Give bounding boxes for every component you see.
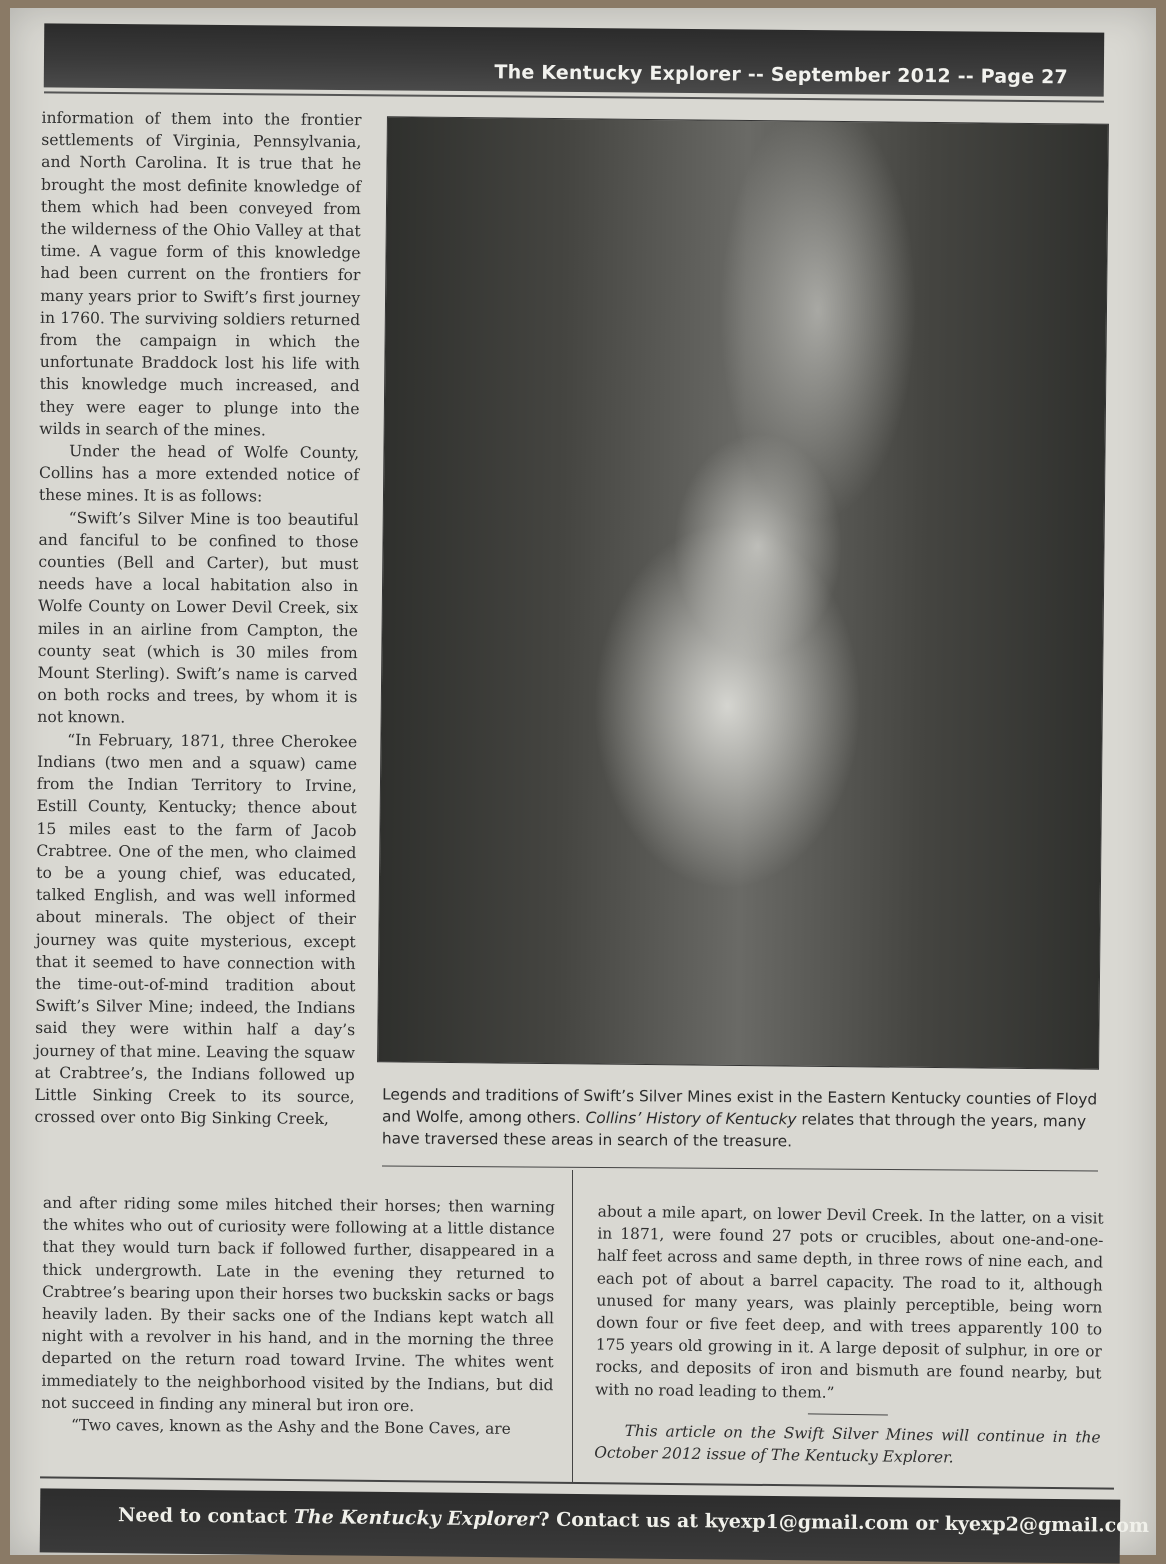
footer-prefix: Need to contact (117, 1504, 294, 1529)
footer-publication: The Kentucky Explorer (293, 1506, 539, 1531)
article-paragraph: “Swift’s Silver Mine is too beautiful and fanciful to be confined to those counties (Bell and Carter), but must needs have a local habitation also in Wolfe County on Lower Devil Creek, six miles in an airline from Campton, the county seat (which is 30 miles from Mount Sterling). Swift’s name is carved on both rocks and trees, by whom it is not known. (37, 508, 359, 727)
footer-rule (40, 1476, 1114, 1489)
caption-book-title: Collins’ History of Kentucky (585, 1108, 797, 1129)
continuation-note: This article on the Swift Silver Mines will continue in the October 2012 issue of The Kentucky Explorer. (594, 1421, 1101, 1467)
caption-text: Legends and traditions of Swift’s Silver Mines exist in the Eastern Kentucky counties of Floyd and Wolfe, among others. (381, 1085, 1098, 1127)
column-divider (572, 1170, 573, 1482)
article-paragraph: “Two caves, known as the Ashy and the Bone Caves, are (70, 1416, 511, 1438)
photo-caption (382, 1083, 1102, 1154)
newspaper-page (10, 8, 1156, 1555)
footer-bar (40, 1488, 1150, 1563)
caption-rule (382, 1166, 1098, 1172)
footer-emails: ? Contact us at kyexp1@gmail.com or kyexp2@gmail.com (538, 1508, 1150, 1537)
article-left-column (34, 107, 361, 1131)
article-paragraph: information of them into the frontier settlements of Virginia, Pennsylvania, and North Carolina. It is true that he brought the most definite knowledge of them which had been conveyed from the wilderness of the Ohio Valley at that time. A vague form of this knowledge had been current on the frontiers for many years prior to Swift’s first journey in 1760. The surviving soldiers returned from the campaign in which the unfortunate Braddock lost his life with this knowledge much increased, and they were eager to plunge into the wilds in search of the mines. (39, 108, 362, 440)
page-header-bar (44, 23, 1105, 96)
river-rapids-photo (377, 116, 1109, 1070)
section-rule (808, 1413, 888, 1415)
footer-contact (118, 1504, 1149, 1537)
article-bottom-right-column (594, 1200, 1104, 1470)
article-paragraph: “In February, 1871, three Cherokee Indians (two men and a squaw) came from the Indian Territory to Irvine, Estill County, Kentucky; thence about 15 miles east to the farm of Jacob Crabtree. One of the men, who claimed to be a young chief, was educated, talked English, and was well informed about minerals. The object of their journey was quite mysterious, except that it seemed to have connection with the time-out-of-mind tradition about Swift’s Silver Mine; indeed, the Indians said they were within half a day’s journey of that mine. Leaving the squaw at Crabtree’s, the Indians followed up Little Sinking Creek to its source, crossed over onto Big Sinking Creek, (34, 730, 358, 1129)
page-header-title: The Kentucky Explorer -- September 2012 -- Page 27 (494, 61, 1068, 89)
article-paragraph: about a mile apart, on lower Devil Creek. In the latter, on a visit in 1871, were found 27 pots or crucibles, about one-and-one-half feet across and same depth, in three rows of nine each, and each pot of about a barrel capacity. The road to it, although unused for many years, was plainly perceptible, being worn down four or five feet deep, and with trees apparently 100 to 175 years old growing in it. A large deposit of sulphur, in ore or rocks, and deposits of iron and bismuth are found nearby, but with no road leading to them.” (595, 1202, 1104, 1402)
article-paragraph: Under the head of Wolfe County, Collins has a more extended notice of these mines. It is as follows: (38, 442, 360, 506)
article-bottom-left-column (41, 1192, 555, 1441)
caption-text-end: relates that through the years, many have traversed these areas in search of the treasure. (381, 1110, 1087, 1151)
article-paragraph: and after riding some miles hitched their horses; then warning the whites who out of curiosity were following at a little distance that they would turn back if followed further, disappeared in a thick undergrowth. Late in the evening they returned to Crabtree’s bearing upon their horses two buckskin sacks or bags heavily laden. By their sacks one of the Indians kept watch all night with a revolver in his hand, and in the morning the three departed on the return road toward Irvine. The whites went immediately to the neighborhood visited by the Indians, but did not succeed in finding any mineral but iron ore. (41, 1193, 556, 1415)
